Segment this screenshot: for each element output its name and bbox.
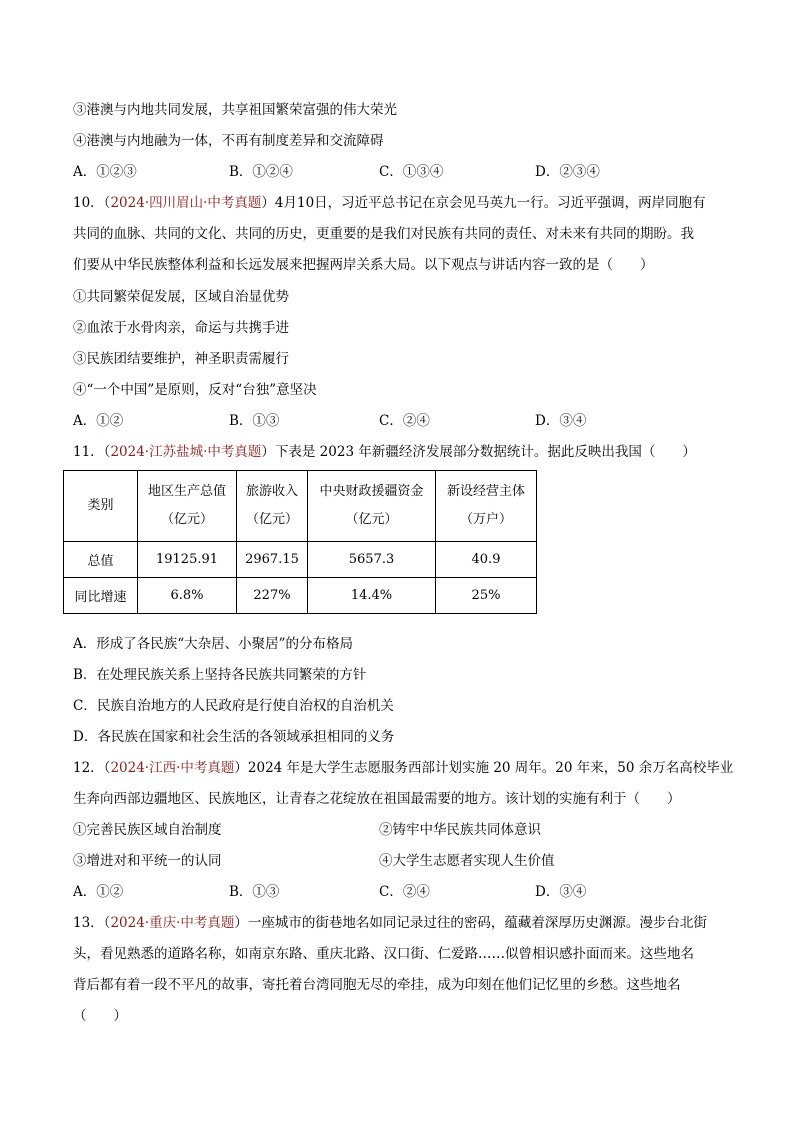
q13-stem-line-1 (73, 913, 707, 933)
q10-source-close: ） (261, 195, 275, 211)
table-header-cell: 中央财政援疆资金 （亿元） (308, 471, 436, 542)
q12-item-3: ③增进对和平统一的认同 (73, 853, 222, 869)
table-cell: 40.9 (436, 542, 537, 578)
q11-choice-b[interactable]: B．在处理民族关系上坚持各民族共同繁荣的方针 (73, 667, 367, 683)
table-cell: 19125.91 (138, 542, 237, 578)
q12-option-b[interactable]: B．①③ (229, 884, 280, 900)
q12-stem-line-2: 生奔向西部边疆地区、民族地区，让青春之花绽放在祖国最需要的地方。该计划的实施有利于（ ） (73, 791, 681, 807)
q12-items-row-1 (73, 820, 733, 840)
q12-stem-line-1 (73, 758, 733, 778)
q10-stem-text-1: 4月10日，习近平总书记在京会见马英九一行。习近平强调，两岸同胞有 (274, 195, 706, 211)
q11-source-close: ） (261, 444, 275, 460)
q13-stem-line-4: （ ） (73, 1008, 127, 1024)
q10-item-1: ①共同繁荣促发展，区域自治显优势 (73, 289, 289, 305)
q9-option-d[interactable]: D．②③④ (535, 164, 600, 180)
q12-source-tag: 2024·江西·中考真题 (110, 760, 235, 776)
q9-option-a[interactable]: A．①②③ (73, 164, 137, 180)
q10-stem-line-3: 们要从中华民族整体利益和长远发展来把握两岸关系大局。以下观点与讲话内容一致的是（ ） (73, 257, 654, 273)
q12-number: 12．（ (73, 760, 111, 776)
q9-item-3: ③港澳与内地共同发展，共享祖国繁荣富强的伟大荣光 (73, 102, 397, 118)
q9-option-b[interactable]: B．①②④ (229, 164, 293, 180)
table-cell: 同比增速 (64, 578, 138, 614)
q11-number: 11．（ (73, 444, 111, 460)
q12-options (73, 882, 733, 902)
q9-option-c[interactable]: C．①③④ (379, 164, 444, 180)
q12-option-c[interactable]: C．②④ (379, 884, 430, 900)
q10-option-a[interactable]: A．①② (73, 413, 124, 429)
q12-option-d[interactable]: D．③④ (535, 884, 587, 900)
q9-options (73, 162, 733, 182)
q11-stem-text: 下表是 2023 年新疆经济发展部分数据统计。据此反映出我国（ ） (274, 444, 696, 460)
q11-data-table (63, 470, 537, 614)
table-row (64, 542, 537, 578)
table-header-cell: 旅游收入 （亿元） (237, 471, 308, 542)
q12-item-4: ④大学生志愿者实现人生价值 (379, 853, 555, 869)
table-cell: 5657.3 (308, 542, 436, 578)
q12-stem-text-1: 2024 年是大学生志愿服务西部计划实施 20 周年。20 年来，50 余万名高校毕业 (247, 760, 734, 776)
q13-source-tag: 2024·重庆·中考真题 (110, 915, 235, 931)
q13-source-close: ） (234, 915, 248, 931)
q13-stem-line-2: 头，看见熟悉的道路名称，如南京东路、重庆北路、汉口街、仁爱路……似曾相识感扑面而来。这些地名 (73, 946, 694, 962)
q12-item-2: ②铸牢中华民族共同体意识 (379, 822, 541, 838)
table-cell: 14.4% (308, 578, 436, 614)
q10-item-2: ②血浓于水骨肉亲，命运与共携手进 (73, 320, 289, 336)
table-cell: 总值 (64, 542, 138, 578)
q11-choice-c[interactable]: C．民族自治地方的人民政府是行使自治权的自治机关 (73, 698, 394, 714)
q10-source-tag: 2024·四川眉山·中考真题 (110, 195, 262, 211)
q10-option-b[interactable]: B．①③ (229, 413, 280, 429)
q13-stem-line-3: 背后都有着一段不平凡的故事，寄托着台湾同胞无尽的牵挂，成为印刻在他们记忆里的乡愁。这些地名 (73, 977, 681, 993)
q10-item-3: ③民族团结要维护，神圣职责需履行 (73, 351, 289, 367)
q10-number: 10．（ (73, 195, 111, 211)
table-header-row (64, 471, 537, 542)
table-cell: 2967.15 (237, 542, 308, 578)
q11-choice-a[interactable]: A．形成了各民族“大杂居、小聚居”的分布格局 (73, 636, 354, 652)
table-row (64, 578, 537, 614)
table-header-cell: 类别 (64, 471, 138, 542)
q11-stem (73, 442, 696, 462)
q10-stem-line-1 (73, 193, 706, 213)
q11-choice-d[interactable]: D．各民族在国家和社会生活的各领域承担相同的义务 (73, 729, 395, 745)
table-cell: 227% (237, 578, 308, 614)
q10-item-4: ④“一个中国”是原则，反对“台独”意坚决 (73, 382, 317, 398)
q12-source-close: ） (234, 760, 248, 776)
q9-item-4: ④港澳与内地融为一体，不再有制度差异和交流障碍 (73, 133, 384, 149)
q10-stem-line-2: 共同的血脉、共同的文化、共同的历史，更重要的是我们对民族有共同的责任、对未来有共同的期盼。我 (73, 226, 694, 242)
table-cell: 6.8% (138, 578, 237, 614)
q12-option-a[interactable]: A．①② (73, 884, 124, 900)
table-cell: 25% (436, 578, 537, 614)
table-header-cell: 地区生产总值 （亿元） (138, 471, 237, 542)
q13-stem-text-1: 一座城市的街巷地名如同记录过往的密码，蕴藏着深厚历史渊源。漫步台北街 (247, 915, 707, 931)
q11-source-tag: 2024·江苏盐城·中考真题 (110, 444, 262, 460)
table-header-cell: 新设经营主体 （万户） (436, 471, 537, 542)
q12-items-row-2 (73, 851, 733, 871)
q10-options (73, 411, 733, 431)
q10-option-c[interactable]: C．②④ (379, 413, 430, 429)
q12-item-1: ①完善民族区域自治制度 (73, 822, 222, 838)
q13-number: 13．（ (73, 915, 111, 931)
q10-option-d[interactable]: D．③④ (535, 413, 587, 429)
